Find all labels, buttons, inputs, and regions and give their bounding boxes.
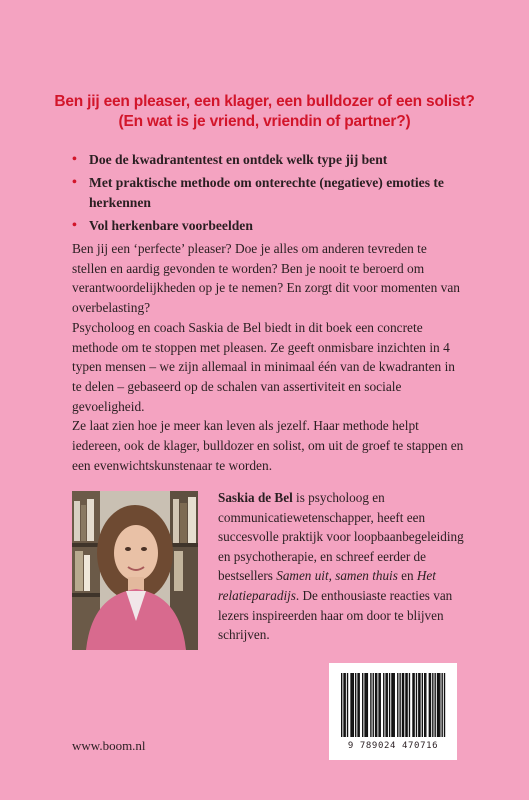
author-photo [72, 491, 198, 650]
bullet-icon: • [72, 174, 77, 190]
feature-list [72, 150, 492, 238]
barcode-icon [329, 663, 457, 741]
feature-item: • Vol herkenbare voorbeelden [72, 216, 492, 237]
blurb-paragraph: Ze laat zien hoe je meer kan leven als jezelf. Haar methode helpt iedereen, ook de klager, bulldozer en solist, om uit de groef te stappen en een evenwichtskunstenaar te worden. [72, 418, 464, 473]
blurb-paragraph: Ben jij een ‘perfecte’ pleaser? Doe je alles om anderen tevreden te stellen en aardig gevonden te worden? Ben je nooit te beroerd om verantwoordelijkheden op je te nemen? En zorgt dit voor momenten van overbelasting? [72, 241, 460, 316]
publisher-url[interactable]: www.boom.nl [72, 738, 146, 753]
isbn-number: 9 789024 470716 [347, 741, 439, 751]
headline [0, 92, 529, 132]
bullet-icon: • [72, 152, 77, 167]
blurb-paragraph: Psycholoog en coach Saskia de Bel biedt in dit boek een concrete methode om te stoppen met pleasen. Ze geeft onmisbare inzichten in 4 typen mensen – we zijn allemaal in minimaal één van de kwadranten in te delen – gebaseerd op de schalen van assertiviteit en sociale gevoeligheid. [72, 319, 455, 414]
author-bio: Saskia de Bel is psycholoog en communicatiewetenschapper, heeft een succesvolle praktijk voor loopbaanbegeleiding en psychotherapie, en schreef eerder de bestsellers Samen uit, samen thuis en Het relatieparadijs. De enthousiaste reacties van lezers inspireerden haar om door te blijven schrijven. [218, 490, 464, 643]
headline-question: Ben jij een pleaser, een klager, een bulldozer of een solist? [54, 93, 475, 110]
blurb [72, 239, 464, 475]
bullet-icon: • [72, 217, 77, 233]
isbn-barcode [329, 663, 457, 760]
book-title: Samen uit, samen thuis [276, 568, 398, 584]
author-name: Saskia de Bel [218, 490, 293, 505]
book-title: Het relatieparadijs [218, 568, 436, 603]
feature-item: • Doe de kwadrantentest en ontdek welk type jij bent [72, 150, 492, 171]
feature-item: • Met praktische methode om onterechte (negatieve) emoties te herkennen [72, 174, 444, 210]
headline-subquestion: (En wat is je vriend, vriendin of partner?) [118, 113, 411, 130]
